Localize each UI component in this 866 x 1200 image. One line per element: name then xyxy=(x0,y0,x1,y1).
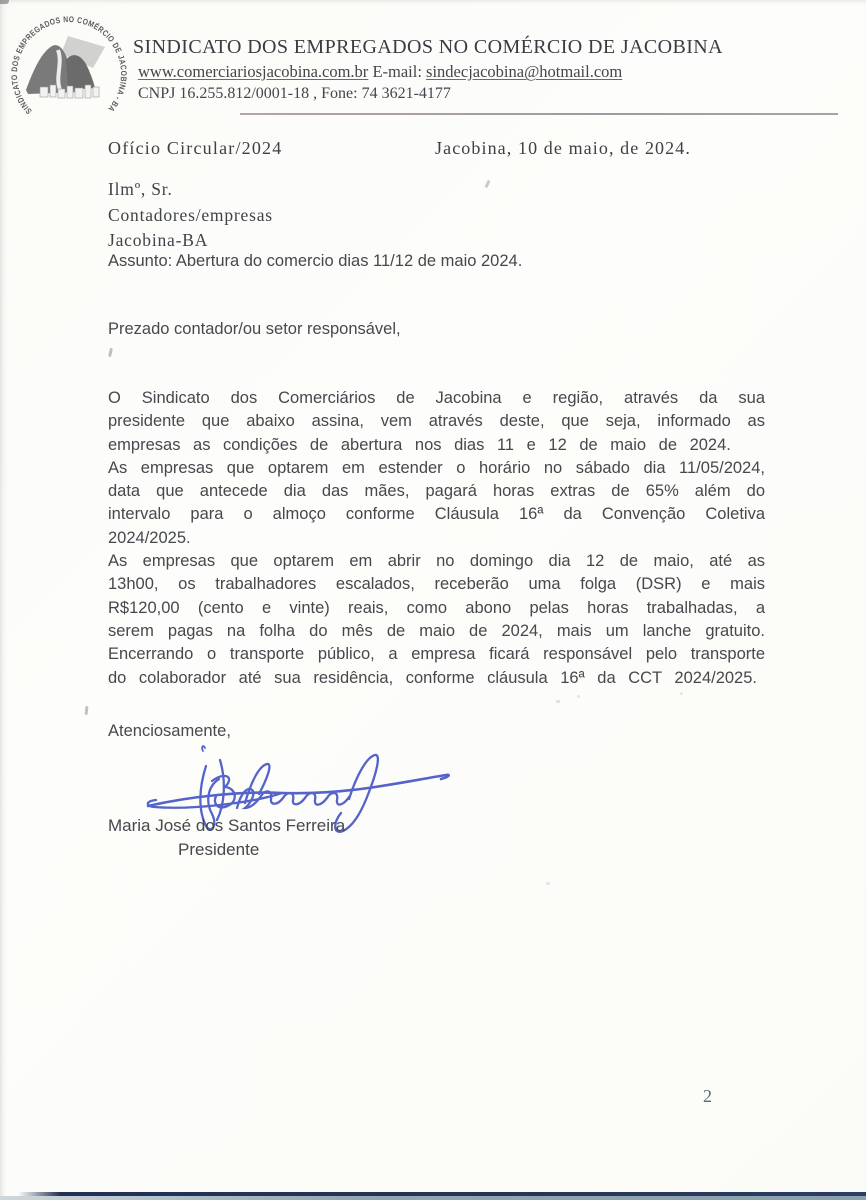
body-paragraph: O Sindicato dos Comerciários de Jacobina e região, através da sua presidente que abaixo assina, vem através deste, que seja, informado as empresas as condições de abertura nos dias 11 e 12 de maio de 2024. xyxy=(108,389,765,454)
organization-title: SINDICATO DOS EMPREGADOS NO COMÉRCIO DE JACOBINA xyxy=(133,36,723,58)
header-divider xyxy=(240,113,838,115)
scan-speck xyxy=(680,692,683,695)
reference-number: Ofício Circular/2024 xyxy=(108,138,283,158)
scan-speck xyxy=(85,706,89,715)
salutation: Prezado contador/ou setor responsável, xyxy=(108,320,401,338)
scan-speck xyxy=(556,700,560,703)
body-paragraph: As empresas que optarem em estender o horário no sábado dia 11/05/2024, data que antecede dia das mães, pagará horas extras de 65% além do intervalo para o almoço conforme Cláusula 16ª da Convenção Coletiva 2024/2025. xyxy=(108,458,765,547)
website-link[interactable]: www.comerciariosjacobina.com.br xyxy=(138,62,369,81)
page-number: 2 xyxy=(703,1086,712,1106)
letter-body xyxy=(108,387,765,690)
signer-title: Presidente xyxy=(178,840,260,859)
contact-line xyxy=(138,62,622,82)
letter-date: Jacobina, 10 de maio, de 2024. xyxy=(435,138,691,158)
body-paragraph: As empresas que optarem em abrir no domingo dia 12 de maio, até as 13h00, os trabalhadores escalados, receberão uma folga (DSR) e mais R$120,00 (cento e vinte) reais, como abono pelas horas trabalhadas, a serem pagas na folha do mês de maio de 2024, mais um lanche gratuito. Encerrando o transporte público, a empresa ficará responsável pelo transporte do colaborador até sua residência, conforme cláusula 16ª da CCT 2024/2025. xyxy=(108,552,765,687)
recipient-line: Ilmº, Sr. xyxy=(108,179,173,199)
union-logo-seal xyxy=(8,6,130,138)
bottom-scan-edge xyxy=(0,1196,866,1200)
subject-line: Assunto: Abertura do comercio dias 11/12 de maio 2024. xyxy=(108,252,523,270)
email-link[interactable]: sindecjacobina@hotmail.com xyxy=(426,62,623,81)
recipient-line: Contadores/empresas xyxy=(108,204,273,225)
logo-mountain-graphic xyxy=(26,36,105,98)
scan-corner-artifact xyxy=(0,0,9,4)
scan-speck xyxy=(485,180,491,189)
closing-salutation: Atenciosamente, xyxy=(108,722,231,740)
scan-speck xyxy=(577,695,580,698)
scan-speck xyxy=(108,348,113,357)
scan-speck xyxy=(546,882,550,885)
recipient-line: Jacobina-BA xyxy=(108,230,209,250)
email-label: E-mail: xyxy=(368,62,427,81)
logo-seal-text: SINDICATO DOS EMPREGADOS NO COMÉRCIO DE JACOBINA - BA xyxy=(8,13,130,117)
signer-name: Maria José dos Santos Ferreira xyxy=(108,816,346,835)
cnpj-phone-line: CNPJ 16.255.812/0001-18 , Fone: 74 3621-4177 xyxy=(138,85,451,102)
recipient-block xyxy=(108,177,273,254)
